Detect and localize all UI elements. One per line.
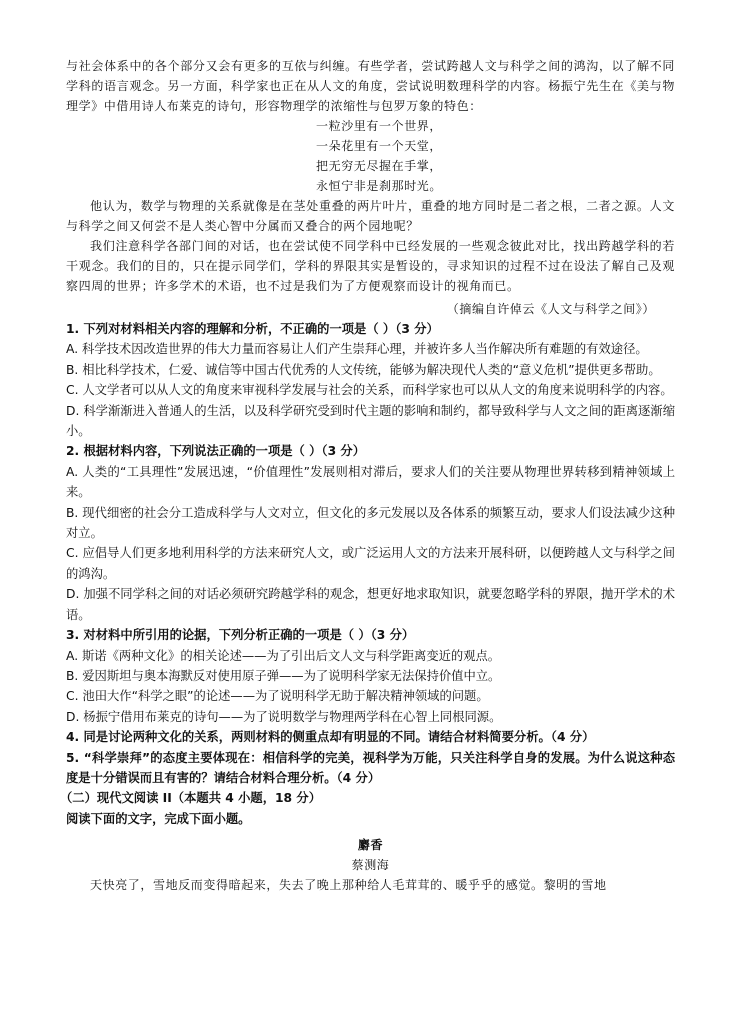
question-1	[66, 319, 675, 441]
option-a: A. 人类的“工具理性”发展迅速，“价值理性”发展则相对滞后，要求人们的关注要从物理世界转移到精神领域上来。	[66, 464, 675, 500]
poem-line: 永恒宁非是刹那时光。	[316, 179, 443, 193]
story-title: 麝香	[357, 838, 384, 853]
question-5: 5. “科学崇拜”的态度主要体现在：相信科学的完美，视科学为万能，只关注科学自身的发展。为什么说这种态度是十分错误而且有害的？请结合材料合理分析。（4 分）	[66, 750, 675, 785]
option-d: D. 科学渐渐进入普通人的生活，以及科学研究受到时代主题的影响和制约，都导致科学与人文之间的距离逐渐缩小。	[66, 403, 675, 439]
story-author: 蔡测海	[351, 858, 390, 873]
question-stem: 2. 根据材料内容，下列说法正确的一项是（ ）（3 分）	[66, 444, 366, 459]
poem	[66, 116, 675, 196]
question-stem: 1. 下列对材料相关内容的理解和分析，不正确的一项是（ ）（3 分）	[66, 322, 439, 336]
passage-paragraph-3: 我们注意科学各部门间的对话，也在尝试使不同学科中已经发展的一些观念彼此对比，找出跨越学科的若干观念。我们的目的，只在提示同学们，学科的界限其实是暂设的，寻求知识的过程不过在设法了解自己及观察四周的世界；许多学术的术语，也不过是我们为了方便观察而设计的视角而已。	[66, 239, 675, 293]
option-c: C. 应倡导人们更多地利用科学的方法来研究人文，或广泛运用人文的方法来开展科研，以便跨越人文与科学之间的鸿沟。	[66, 546, 675, 581]
option-c: C. 池田大作“科学之眼”的论述——为了说明科学无助于解决精神领域的问题。	[66, 689, 489, 704]
passage-paragraph-1: 与社会体系中的各个部分又会有更多的互依与纠缠。有些学者，尝试跨越人文与科学之间的鸿沟，以了解不同学科的语言观念。另一方面，科学家也正在从人文的角度，尝试说明数理科学的内容。杨振宁先生在《美与物理学》中借用诗人布莱克的诗句，形容物理学的浓缩性与包罗万象的特色：	[66, 59, 675, 113]
question-4: 4. 同是讨论两种文化的关系，两则材料的侧重点却有明显的不同。请结合材料简要分析。（4 分）	[66, 730, 595, 745]
poem-line: 把无穷无尽握在手掌，	[316, 159, 443, 173]
option-b: B. 爱因斯坦与奥本海默反对使用原子弹——为了说明科学家无法保持价值中立。	[66, 668, 501, 683]
question-3	[66, 625, 675, 727]
section-heading: （二）现代文阅读 II（本题共 4 小题，18 分）	[60, 791, 321, 806]
poem-line: 一粒沙里有一个世界，	[316, 119, 443, 133]
question-list	[66, 319, 675, 788]
section-two	[60, 788, 675, 895]
question-2	[66, 441, 675, 625]
option-c: C. 人文学者可以从人文的角度来审视科学发展与社会的关系，而科学家也可以从人文的角度来说明科学的内容。	[66, 383, 673, 398]
passage-paragraph-2: 他认为，数学与物理的关系就像是在茎处重叠的两片叶片，重叠的地方同时是二者之根，二者之源。人文与科学之间又何尝不是人类心智中分属而又叠合的两个园地呢？	[66, 199, 675, 233]
question-stem: 3. 对材料中所引用的论据，下列分析正确的一项是（ ）（3 分）	[66, 628, 415, 643]
passage-source: （摘编自许倬云《人文与科学之间》）	[446, 302, 655, 316]
option-d: D. 加强不同学科之间的对话必须研究跨越学科的观念，想更好地求取知识，就要忽略学科的界限，抛开学术的术语。	[66, 587, 675, 622]
option-a: A. 斯诺《两种文化》的相关论述——为了引出后文人文与科学距离变近的观点。	[66, 648, 501, 663]
option-b: B. 现代细密的社会分工造成科学与人文对立，但文化的多元发展以及各体系的频繁互动，要求人们设法减少这种对立。	[66, 505, 675, 541]
section-instruction: 阅读下面的文字，完成下面小题。	[66, 811, 251, 826]
option-b: B. 相比科学技术，仁爱、诚信等中国古代优秀的人文传统，能够为解决现代人类的“意义危机”提供更多帮助。	[66, 362, 661, 377]
story-first-line: 天快亮了，雪地反而变得暗起来，失去了晚上那种给人毛茸茸的、暖乎乎的感觉。黎明的雪地	[90, 878, 607, 893]
option-a: A. 科学技术因改造世界的伟大力量而容易让人们产生崇拜心理，并被许多人当作解决所有难题的有效途径。	[66, 342, 648, 357]
option-d: D. 杨振宁借用布莱克的诗句——为了说明数学与物理两学科在心智上同根同源。	[66, 709, 502, 724]
reading-passage	[66, 56, 675, 319]
poem-line: 一朵花里有一个天堂，	[316, 139, 443, 153]
